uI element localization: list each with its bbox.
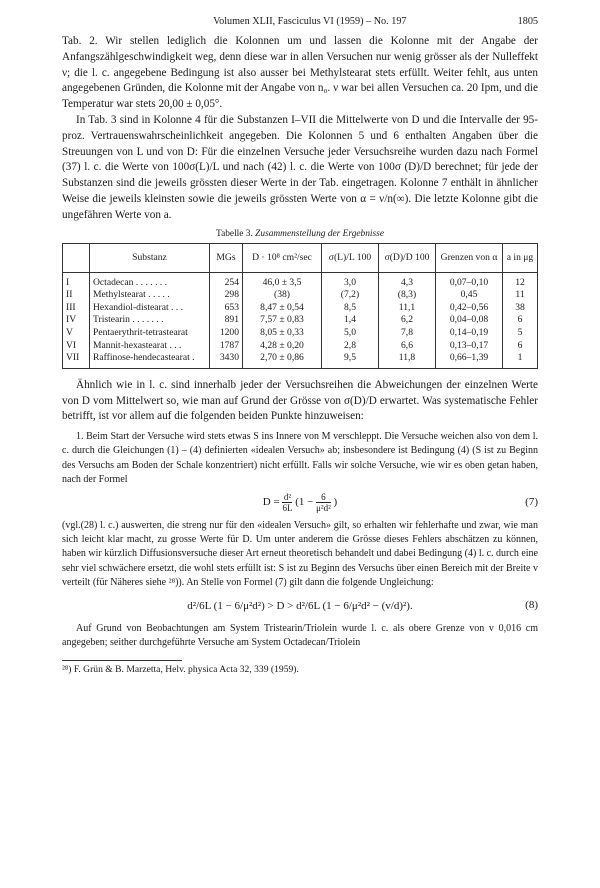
- caption-title: Zusammenstellung der Ergebnisse: [255, 228, 384, 239]
- table-cell-substanz: Hexandiol-distearat . . .: [90, 302, 210, 315]
- table-cell-sl: 2,8: [322, 340, 379, 353]
- table-cell-num: I: [63, 272, 90, 289]
- paragraph-1: Tab. 2. Wir stellen lediglich die Kolonnen um und lassen die Kolonne mit der Angabe der Anfangszählgeschwindigkeit weg, denn diese war in allen Versuchen nur wenig grösser als der Nulleffekt ν; die l. c. angegebene Bedingung ist also ausser bei Methylstearat stets erfüllt. Weiter fehlt, aus unten angegebenen Gründen, die Kolonne mit der Angabe von n₀. ν war bei allen Versuchen ca. 20 Ipm, und die Temperatur war stets 20,00 ± 0,05°.: [62, 35, 538, 111]
- equation-8: [62, 590, 538, 622]
- table-cell-a: 6: [503, 314, 538, 327]
- table-cell-sd: 6,6: [379, 340, 436, 353]
- header-mg: MGs: [210, 243, 243, 272]
- table-cell-sd: 4,3: [379, 272, 436, 289]
- equation-8-number: (8): [525, 598, 538, 611]
- page-number: 1805: [517, 16, 538, 27]
- table-cell-a: 5: [503, 327, 538, 340]
- table-cell-mg: 1787: [210, 340, 243, 353]
- table-cell-gr: 0,04–0,08: [436, 314, 503, 327]
- table-cell-num: VI: [63, 340, 90, 353]
- small-paragraph-3: Auf Grund von Beobachtungen am System Tristearin/Triolein wurde l. c. als obere Grenze von v 0,016 cm angegeben; seither durchgeführte Versuche am System Octadecan/Triolein: [62, 622, 538, 649]
- table-cell-mg: 1200: [210, 327, 243, 340]
- table-cell-sd: 7,8: [379, 327, 436, 340]
- table-cell-sl: 9,5: [322, 352, 379, 368]
- header-grenzen: Grenzen von α: [436, 243, 503, 272]
- table-cell-gr: 0,07–0,10: [436, 272, 503, 289]
- table-cell-a: 1: [503, 352, 538, 368]
- footnote-rule: [62, 660, 182, 661]
- table-cell-sl: 8,5: [322, 302, 379, 315]
- small-print: [62, 430, 538, 650]
- table-row: [63, 302, 538, 315]
- small-paragraph-1: 1. Beim Start der Versuche wird stets etwas S ins Innere von M verschleppt. Die Versuche weichen also von dem l. c. durch die Gleichungen (1) – (4) definierten «idealen Versuch» ab; insbesondere ist Bedingung (4) (S ist zu Beginn des Versuchs am Boden der Schale konzentriert) nicht erfüllt. Falls wir solche Versuche, wie wir es oben getan haben, nach der Formel: [62, 431, 538, 485]
- header-sigma-d: σ(D)/D 100: [379, 243, 436, 272]
- small-paragraph-2: (vgl.(28) l. c.) auswerten, die streng nur für den «idealen Versuch» gilt, so erhalten wir fehlerhafte und zwar, wie man sich leicht klar macht, zu grosse Werte für D. Um unter anderem die Grösse dieses Fehlers abschätzen zu können, haben wir kürzlich Diffusionsversuche dieser Art erneut theoretisch behandelt und dabei Bedingung (4) l. c. durch eine sehr viel schwächere ersetzt, die wohl stets erfüllt ist: S ist zu Beginn des Versuchs über einen Bereich mit der Breite v verteilt (für Näheres siehe ²⁸)). An Stelle von Formel (7) gilt dann die folgende Ungleichung:: [62, 519, 538, 588]
- table-cell-num: V: [63, 327, 90, 340]
- table-cell-num: III: [63, 302, 90, 315]
- table-row: [63, 327, 538, 340]
- table-cell-sd: 6,2: [379, 314, 436, 327]
- table-cell-substanz: Tristearin . . . . . . .: [90, 314, 210, 327]
- header-substanz: Substanz: [90, 243, 210, 272]
- table-cell-d: 8,47 ± 0,54: [243, 302, 322, 315]
- table-cell-substanz: Methylstearat . . . . .: [90, 289, 210, 302]
- table-cell-num: II: [63, 289, 90, 302]
- header-d: D · 10⁸ cm²/sec: [243, 243, 322, 272]
- table-cell-sd: 11,1: [379, 302, 436, 315]
- table-cell-mg: 298: [210, 289, 243, 302]
- table-cell-sl: (7,2): [322, 289, 379, 302]
- journal-header: Volumen XLII, Fasciculus VI (1959) – No. 197: [213, 16, 407, 27]
- results-table: [62, 243, 538, 369]
- table-cell-sl: 5,0: [322, 327, 379, 340]
- running-header: [62, 16, 538, 34]
- table-cell-a: 11: [503, 289, 538, 302]
- paragraph-2: In Tab. 3 sind in Kolonne 4 für die Substanzen I–VII die Mittelwerte von D und die Intervalle der 95-proz. Vertrauenswahrscheinlichkeit angegeben. Die Kolonnen 5 und 6 enthalten Angaben über die Streuungen von L und von D: Für die einzelnen Versuche jeder Versuchsreihe wurden dazu nach Formel (37) l. c. die Werte von 100σ(L)/L und nach (42) l. c. die Werte von 100σ (D)/D berechnet; für jede der Substanzen sind die jeweils grössten dieser Werte in der Tab. eingetragen. Kolonne 7 enthält in ähnlicher Weise die jeweils kleinsten sowie die jeweils grössten Werte von α = ν/n(∞). Die letzte Kolonne gibt die ungefähren Werte von a.: [62, 113, 538, 221]
- header-a: a in μg: [503, 243, 538, 272]
- caption-label: Tabelle 3.: [216, 228, 253, 239]
- table-cell-num: IV: [63, 314, 90, 327]
- equation-7: [62, 487, 538, 519]
- table-cell-substanz: Mannit-hexastearat . . .: [90, 340, 210, 353]
- table-cell-sl: 1,4: [322, 314, 379, 327]
- table-cell-a: 6: [503, 340, 538, 353]
- table-cell-substanz: Pentaerythrit-tetrastearat: [90, 327, 210, 340]
- table-cell-d: 7,57 ± 0,83: [243, 314, 322, 327]
- table-cell-mg: 891: [210, 314, 243, 327]
- table-row: [63, 340, 538, 353]
- table-cell-sd: 11,8: [379, 352, 436, 368]
- table-cell-gr: 0,14–0,19: [436, 327, 503, 340]
- table-cell-d: (38): [243, 289, 322, 302]
- table-cell-mg: 3430: [210, 352, 243, 368]
- table-cell-mg: 653: [210, 302, 243, 315]
- table-row: [63, 272, 538, 289]
- header-num: [63, 243, 90, 272]
- table-cell-a: 38: [503, 302, 538, 315]
- table-row: [63, 289, 538, 302]
- table-caption: [62, 229, 538, 239]
- table-cell-substanz: Raffinose-hendecastearat .: [90, 352, 210, 368]
- table-cell-sd: (8,3): [379, 289, 436, 302]
- table-cell-d: 8,05 ± 0,33: [243, 327, 322, 340]
- table-row: [63, 352, 538, 368]
- table-cell-sl: 3,0: [322, 272, 379, 289]
- table-cell-d: 4,28 ± 0,20: [243, 340, 322, 353]
- header-sigma-l: σ(L)/L 100: [322, 243, 379, 272]
- equation-7-number: (7): [525, 495, 538, 508]
- table-cell-gr: 0,13–0,17: [436, 340, 503, 353]
- table-cell-d: 2,70 ± 0,86: [243, 352, 322, 368]
- equation-8-text: d²/6L (1 − 6/μ²d²) > D > d²/6L (1 − 6/μ²d² − (v/d)²).: [187, 599, 413, 612]
- table-cell-gr: 0,66–1,39: [436, 352, 503, 368]
- table-cell-a: 12: [503, 272, 538, 289]
- table-cell-num: VII: [63, 352, 90, 368]
- footnote-text: ²⁸) F. Grün & B. Marzetta, Helv. physica Acta 32, 339 (1959).: [62, 664, 299, 676]
- table-row: [63, 314, 538, 327]
- page: [62, 16, 538, 675]
- table-cell-gr: 0,45: [436, 289, 503, 302]
- table-header-row: [63, 243, 538, 272]
- paragraph-after-table: Ähnlich wie in l. c. sind innerhalb jeder der Versuchsreihen die Abweichungen der einzelnen Werte von D vom Mittelwert so, wie man auf Grund der Grösse von σ(D)/D erwartet. Was systematische Fehler betrifft, ist vor allem auf die folgenden beiden Punkte hinzuweisen:: [62, 378, 538, 423]
- table-cell-substanz: Octadecan . . . . . . .: [90, 272, 210, 289]
- table-cell-mg: 254: [210, 272, 243, 289]
- equation-7-text: D = $\frac{\text{d²}}{6L}$ (1 − $\frac{6}{\text{μ²d²}}$ ): [262, 492, 338, 514]
- table-cell-d: 46,0 ± 3,5: [243, 272, 322, 289]
- table-cell-gr: 0,42–0,56: [436, 302, 503, 315]
